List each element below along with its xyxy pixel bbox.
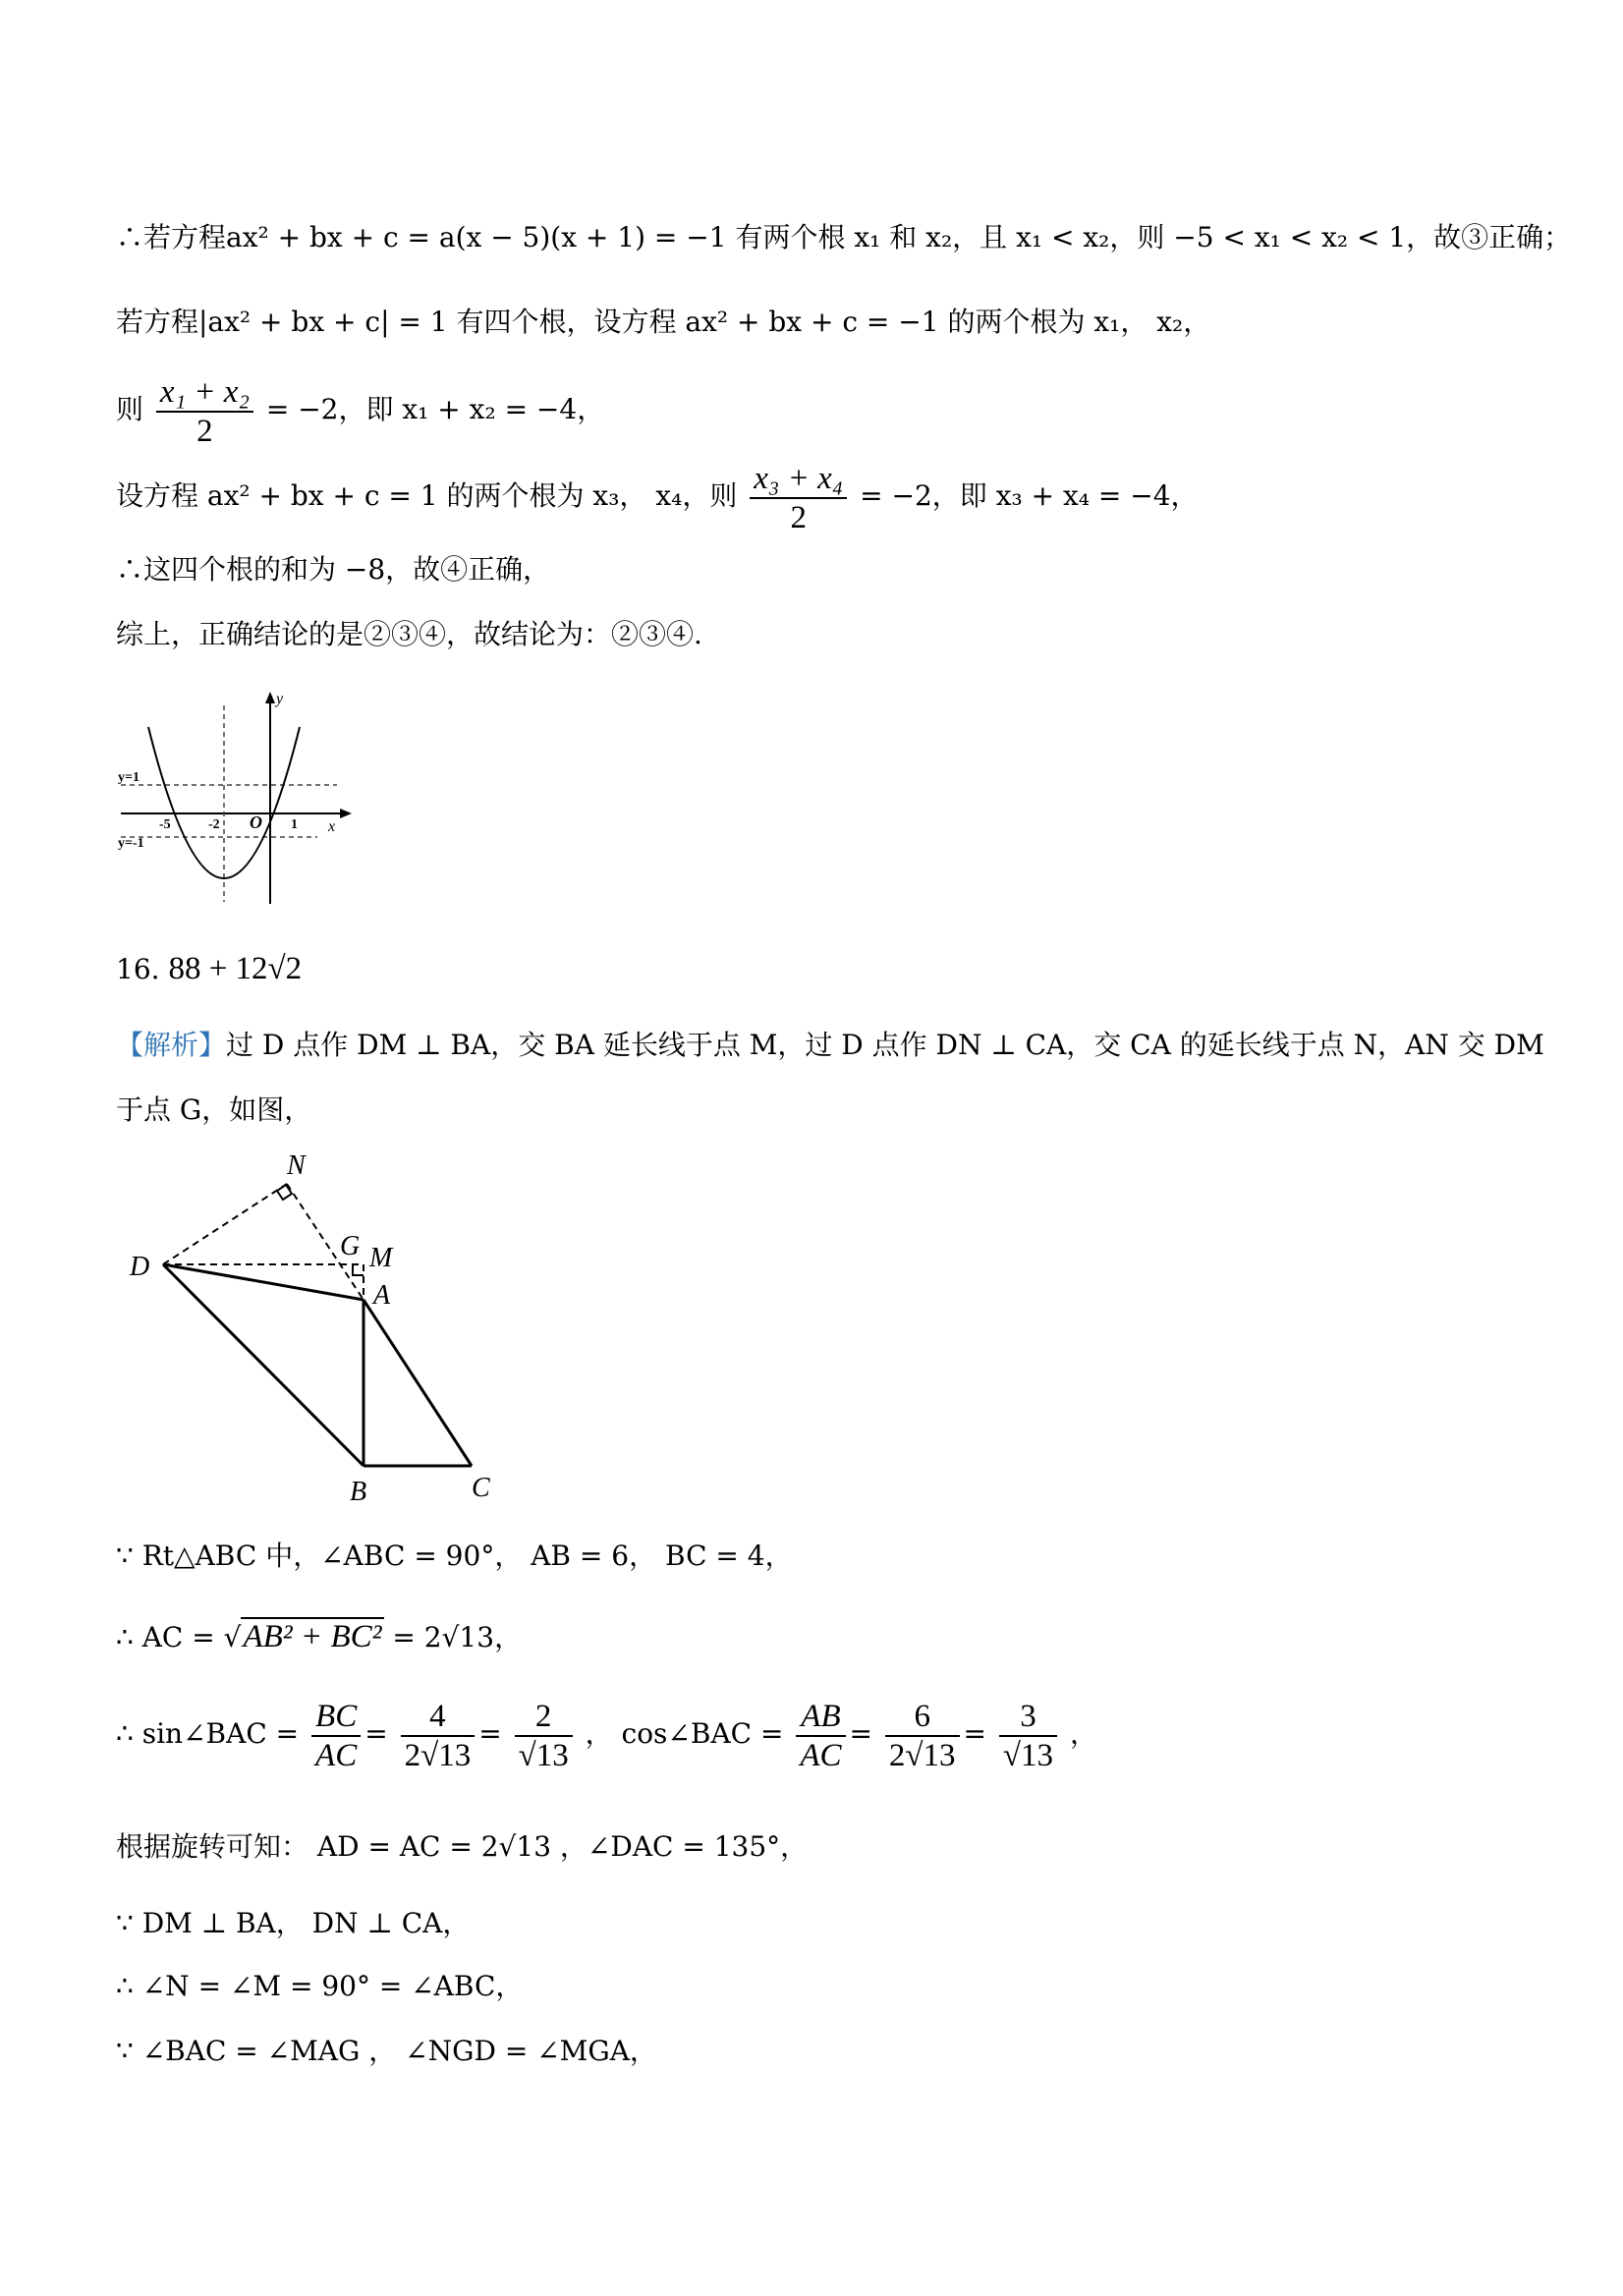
fraction-denominator: √13 xyxy=(1002,1737,1054,1773)
fraction-numerator: 4 xyxy=(401,1698,476,1737)
fraction-cos-1 xyxy=(796,1698,845,1774)
label-D: D xyxy=(130,1252,150,1282)
label-A: A xyxy=(373,1280,391,1311)
line-14: ∴ ∠N = ∠M = 90° = ∠ABC， xyxy=(116,1970,524,2002)
x-axis-arrow-icon xyxy=(340,809,352,818)
label-M: M xyxy=(369,1243,393,1273)
line-10-prefix: ∴ AC = xyxy=(116,1621,224,1653)
line-11: ∴ sin∠BAC = $\frac{BC}{AC}$ = $\frac{4}{2√13}$ = $\frac{2}{√13}$ ， cos∠BAC = $\frac{AB}{AC}$ = $\frac{6}{2√13}$ = $\frac{3}{√13}$ ， xyxy=(116,1698,1097,1773)
fraction-sin-1 xyxy=(311,1698,361,1774)
fraction-numerator: BC xyxy=(311,1698,361,1737)
fraction-mean-roots-12 xyxy=(156,373,253,450)
tick-label-minus-2: -2 xyxy=(208,817,220,832)
label-y-equals-1: y=1 xyxy=(118,770,140,785)
line-3-suffix: = −2，即 x₁ + x₂ = −4， xyxy=(265,393,605,425)
tick-label-1: 1 xyxy=(291,817,298,832)
fraction-cos-2 xyxy=(885,1698,960,1774)
fraction-numerator: 6 xyxy=(885,1698,960,1737)
fraction-cos-3 xyxy=(999,1698,1057,1774)
line-7 xyxy=(116,1026,1544,1065)
fraction-sin-3 xyxy=(515,1698,573,1774)
fraction-mean-roots-34 xyxy=(750,460,847,536)
origin-label: O xyxy=(250,812,262,832)
line-10 xyxy=(116,1617,1505,1657)
label-G: G xyxy=(340,1231,361,1261)
label-B: B xyxy=(350,1477,367,1507)
tick-label-minus-5: -5 xyxy=(159,817,171,832)
line-11-end: ， xyxy=(1069,1717,1097,1750)
line-4-prefix: 设方程 ax² + bx + c = 1 的两个根为 x₃， x₄，则 xyxy=(116,479,738,512)
line-15: ∵ ∠BAC = ∠MAG ， ∠NGD = ∠MGA， xyxy=(116,2035,657,2067)
line-2: 若方程|ax² + bx + c| = 1 有四个根，设方程 ax² + bx + c = −1 的两个根为 x₁， x₂， xyxy=(116,306,1211,338)
label-N: N xyxy=(287,1150,306,1181)
fraction-denominator: √13 xyxy=(518,1737,569,1773)
parabola-graph xyxy=(116,688,362,909)
line-3 xyxy=(116,371,1505,450)
sin-prefix: ∴ sin∠BAC = xyxy=(116,1717,300,1750)
question-16 xyxy=(116,949,1505,989)
line-9: ∵ Rt△ABC 中，∠ABC = 90°， AB = 6， BC = 4， xyxy=(116,1540,793,1572)
line-3-prefix: 则 xyxy=(116,393,144,425)
fraction-denominator: 2√13 xyxy=(888,1737,956,1773)
line-6: 综上，正确结论的是②③④，故结论为：②③④. xyxy=(116,618,702,650)
line-12: 根据旋转可知： AD = AC = 2√13 ，∠DAC = 135°， xyxy=(116,1830,809,1863)
fraction-denominator: AC xyxy=(315,1737,358,1773)
line-5: ∴这四个根的和为 −8，故④正确， xyxy=(116,553,551,586)
fraction-numerator: 2 xyxy=(515,1698,573,1737)
line-1: ∴若方程ax² + bx + c = a(x − 5)(x + 1) = −1 有两个根 x₁ 和 x₂，且 x₁ < x₂，则 −5 < x₁ < x₂ < 1，故③正确； xyxy=(116,221,1572,253)
segment-AC xyxy=(364,1300,472,1466)
fraction-numerator: x₁ + x₂ xyxy=(156,373,253,413)
line-8: 于点 G，如图， xyxy=(116,1093,312,1126)
fraction-denominator: 2 xyxy=(790,499,807,535)
question-answer: 88 + 12√2 xyxy=(168,951,303,986)
fraction-denominator: AC xyxy=(800,1737,842,1773)
sqrt-radicand: AB² + BC² xyxy=(243,1619,382,1654)
cos-prefix: ， cos∠BAC = xyxy=(585,1717,784,1750)
triangle-figure xyxy=(118,1145,511,1518)
y-axis-label: y xyxy=(276,691,284,707)
line-13: ∵ DM ⊥ BA， DN ⊥ CA， xyxy=(116,1907,471,1939)
sqrt-expression: √AB² + BC² xyxy=(223,1619,382,1654)
fraction-denominator: 2 xyxy=(196,413,213,449)
y-axis-arrow-icon xyxy=(265,692,275,703)
x-axis-label: x xyxy=(328,818,336,835)
fraction-numerator: 3 xyxy=(999,1698,1057,1737)
line-10-suffix: = 2√13， xyxy=(383,1621,523,1653)
fraction-numerator: AB xyxy=(796,1698,845,1737)
label-C: C xyxy=(472,1473,490,1503)
line-4-suffix: = −2，即 x₃ + x₄ = −4， xyxy=(860,479,1199,512)
right-angle-mark-M xyxy=(353,1264,364,1275)
segment-DN xyxy=(163,1184,287,1264)
fraction-denominator: 2√13 xyxy=(404,1737,472,1773)
analysis-tag: 【解析】 xyxy=(116,1029,227,1061)
fraction-sin-2 xyxy=(401,1698,476,1774)
question-number: 16. xyxy=(116,953,160,985)
fraction-numerator: x₃ + x₄ xyxy=(750,460,847,499)
line-7-text: 过 D 点作 DM ⊥ BA，交 BA 延长线于点 M，过 D 点作 DN ⊥ CA，交 CA 的延长线于点 N，AN 交 DM xyxy=(226,1029,1544,1061)
label-y-equals-minus-1: y=-1 xyxy=(118,836,144,851)
line-4 xyxy=(116,458,1505,536)
